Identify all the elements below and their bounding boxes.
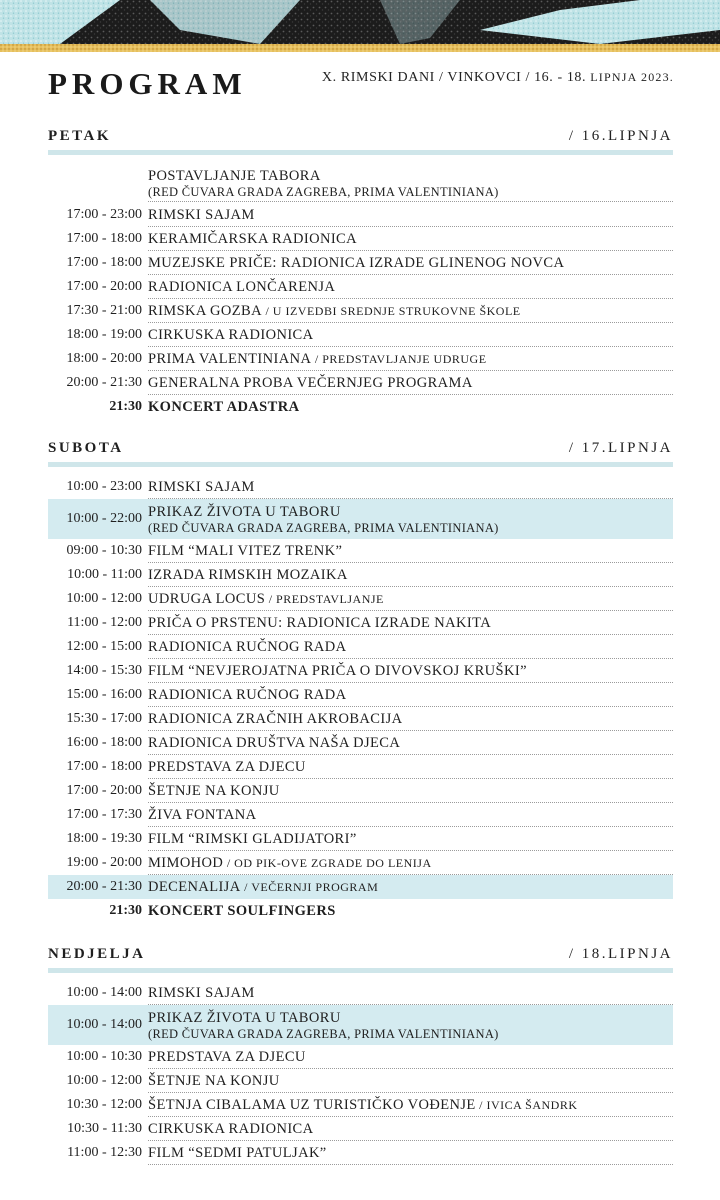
event-time: 10:00 - 22:00 bbox=[66, 511, 142, 526]
event-details bbox=[148, 588, 673, 611]
schedule-row bbox=[48, 683, 673, 707]
event-title: ŠETNJA CIBALAMA UZ TURISTIČKO VOĐENJE bbox=[148, 1096, 476, 1113]
event-title: PRIČA O PRSTENU: RADIONICA IZRADE NAKITA bbox=[148, 614, 492, 631]
event-note: / PREDSTAVLJANJE UDRUGE bbox=[311, 351, 487, 366]
event-list bbox=[48, 475, 673, 923]
event-time: 16:00 - 18:00 bbox=[66, 735, 142, 750]
event-title: RADIONICA ZRAČNIH AKROBACIJA bbox=[148, 710, 403, 727]
event-time: 10:00 - 12:00 bbox=[66, 1073, 142, 1088]
event-time: 10:00 - 11:00 bbox=[67, 567, 142, 582]
event-time: 21:30 bbox=[109, 399, 142, 414]
schedule-row bbox=[48, 851, 673, 875]
event-title: FILM “MALI VITEZ TRENK” bbox=[148, 542, 343, 559]
event-time: 20:00 - 21:30 bbox=[66, 879, 142, 894]
schedule-row bbox=[48, 731, 673, 755]
event-details bbox=[148, 324, 673, 347]
event-time: 18:00 - 19:00 bbox=[66, 327, 142, 342]
event-time: 19:00 - 20:00 bbox=[66, 855, 142, 870]
event-note: / VEČERNJI PROGRAM bbox=[240, 879, 379, 894]
schedule-row bbox=[48, 163, 673, 203]
schedule-row bbox=[48, 1005, 673, 1045]
event-participants: (RED ČUVARA GRADA ZAGREBA, PRIMA VALENTINIANA) bbox=[148, 1026, 499, 1041]
event-title: RADIONICA DRUŠTVA NAŠA DJECA bbox=[148, 734, 401, 751]
event-details bbox=[148, 1046, 673, 1069]
event-participants: (RED ČUVARA GRADA ZAGREBA, PRIMA VALENTINIANA) bbox=[148, 520, 499, 535]
day-header bbox=[48, 440, 673, 467]
event-details bbox=[148, 804, 673, 827]
event-time: 10:00 - 12:00 bbox=[66, 591, 142, 606]
event-time: 10:00 - 23:00 bbox=[66, 479, 142, 494]
event-name: X. RIMSKI DANI / VINKOVCI / 16. - 18. bbox=[321, 70, 587, 85]
event-details bbox=[148, 204, 673, 227]
event-time: 17:00 - 18:00 bbox=[66, 255, 142, 270]
header-banner-artwork bbox=[0, 0, 720, 52]
event-time: 10:30 - 12:00 bbox=[66, 1097, 142, 1112]
event-details bbox=[148, 1142, 673, 1165]
event-time: 17:00 - 18:00 bbox=[66, 759, 142, 774]
day-section-nedjelja bbox=[48, 946, 673, 1165]
schedule-row bbox=[48, 875, 673, 899]
event-time: 20:00 - 21:30 bbox=[66, 375, 142, 390]
event-details bbox=[148, 756, 673, 779]
event-details bbox=[148, 1118, 673, 1141]
event-time: 15:00 - 16:00 bbox=[66, 687, 142, 702]
schedule-row bbox=[48, 587, 673, 611]
schedule-row bbox=[48, 475, 673, 499]
event-time: 17:00 - 17:30 bbox=[66, 807, 142, 822]
event-details bbox=[148, 732, 673, 755]
schedule-row bbox=[48, 371, 673, 395]
event-title: CIRKUSKA RADIONICA bbox=[148, 1120, 314, 1137]
event-time: 10:00 - 14:00 bbox=[66, 985, 142, 1000]
event-time: 10:00 - 10:30 bbox=[66, 1049, 142, 1064]
event-title: ŽIVA FONTANA bbox=[148, 806, 257, 823]
event-details bbox=[148, 276, 673, 299]
day-date: / 17.LIPNJA bbox=[568, 440, 673, 456]
schedule-row bbox=[48, 899, 673, 923]
schedule-row bbox=[48, 1117, 673, 1141]
event-details bbox=[148, 636, 673, 659]
event-details bbox=[148, 372, 673, 395]
event-title: FILM “SEDMI PATULJAK” bbox=[148, 1144, 327, 1161]
event-time: 12:00 - 15:00 bbox=[66, 639, 142, 654]
schedule-row bbox=[48, 227, 673, 251]
event-details bbox=[148, 708, 673, 731]
schedule-row bbox=[48, 299, 673, 323]
event-time: 15:30 - 17:00 bbox=[66, 711, 142, 726]
event-note: / PREDSTAVLJANJE bbox=[265, 591, 384, 606]
schedule-row bbox=[48, 635, 673, 659]
schedule-row bbox=[48, 827, 673, 851]
event-title: RADIONICA RUČNOG RADA bbox=[148, 686, 347, 703]
event-time: 17:00 - 23:00 bbox=[66, 207, 142, 222]
schedule-row bbox=[48, 803, 673, 827]
event-details bbox=[148, 828, 673, 851]
schedule-row bbox=[48, 251, 673, 275]
event-time: 11:00 - 12:30 bbox=[67, 1145, 142, 1160]
event-note: / OD PIK-OVE ZGRADE DO LENIJA bbox=[223, 855, 432, 870]
event-details bbox=[148, 396, 673, 418]
event-title: PRIKAZ ŽIVOTA U TABORU bbox=[148, 503, 341, 520]
event-time: 09:00 - 10:30 bbox=[66, 543, 142, 558]
event-time: 17:00 - 20:00 bbox=[66, 783, 142, 798]
event-details bbox=[148, 476, 673, 499]
event-title: RADIONICA LONČARENJA bbox=[148, 278, 336, 295]
event-month-year: LIPNJA 2023. bbox=[590, 70, 674, 84]
event-time: 17:00 - 20:00 bbox=[66, 279, 142, 294]
event-details bbox=[148, 501, 673, 538]
event-details bbox=[148, 540, 673, 563]
event-title: PREDSTAVA ZA DJECU bbox=[148, 1048, 306, 1065]
event-note: / U IZVEDBI SREDNJE STRUKOVNE ŠKOLE bbox=[261, 303, 521, 318]
day-section-subota bbox=[48, 440, 673, 923]
schedule-row bbox=[48, 707, 673, 731]
event-title: PRIMA VALENTINIANA bbox=[148, 350, 312, 367]
event-details bbox=[148, 1007, 673, 1044]
page-title: PROGRAM bbox=[48, 66, 247, 101]
event-time: 11:00 - 12:00 bbox=[67, 615, 142, 630]
event-title: RIMSKI SAJAM bbox=[148, 984, 255, 1001]
schedule-row bbox=[48, 1093, 673, 1117]
event-time: 10:00 - 14:00 bbox=[66, 1017, 142, 1032]
event-title: UDRUGA LOCUS bbox=[148, 590, 266, 607]
day-date: / 18.LIPNJA bbox=[568, 946, 673, 962]
event-details bbox=[148, 660, 673, 683]
day-date: / 16.LIPNJA bbox=[568, 128, 673, 144]
event-time: 21:30 bbox=[109, 903, 142, 918]
event-title: CIRKUSKA RADIONICA bbox=[148, 326, 314, 343]
event-title: DECENALIJA bbox=[148, 878, 241, 895]
event-title: RIMSKA GOZBA bbox=[148, 302, 262, 319]
event-details bbox=[148, 300, 673, 323]
event-details bbox=[148, 900, 673, 922]
event-title: FILM “NEVJEROJATNA PRIČA O DIVOVSKOJ KRUŠKI” bbox=[148, 662, 527, 679]
event-title: KERAMIČARSKA RADIONICA bbox=[148, 230, 357, 247]
event-time: 17:30 - 21:00 bbox=[66, 303, 142, 318]
event-title: RIMSKI SAJAM bbox=[148, 478, 255, 495]
day-section-petak bbox=[48, 128, 673, 419]
event-details bbox=[148, 228, 673, 251]
event-details bbox=[148, 1070, 673, 1093]
schedule-row bbox=[48, 779, 673, 803]
schedule-row bbox=[48, 395, 673, 419]
event-time: 10:30 - 11:30 bbox=[67, 1121, 142, 1136]
day-name: SUBOTA bbox=[48, 440, 124, 456]
event-details bbox=[148, 876, 673, 899]
day-header bbox=[48, 946, 673, 973]
event-title: MUZEJSKE PRIČE: RADIONICA IZRADE GLINENOG NOVCA bbox=[148, 254, 565, 271]
schedule-row bbox=[48, 347, 673, 371]
program-header bbox=[48, 66, 674, 106]
event-participants: (RED ČUVARA GRADA ZAGREBA, PRIMA VALENTINIANA) bbox=[148, 184, 499, 199]
event-title: IZRADA RIMSKIH MOZAIKA bbox=[148, 566, 348, 583]
schedule-row bbox=[48, 659, 673, 683]
event-details bbox=[148, 780, 673, 803]
schedule-row bbox=[48, 1069, 673, 1093]
schedule-row bbox=[48, 275, 673, 299]
schedule-row bbox=[48, 539, 673, 563]
event-title: ŠETNJE NA KONJU bbox=[148, 782, 280, 799]
mosaic-pattern-icon bbox=[0, 0, 720, 52]
event-details bbox=[148, 982, 673, 1005]
event-list bbox=[48, 981, 673, 1165]
schedule-row bbox=[48, 981, 673, 1005]
event-details bbox=[148, 1094, 673, 1117]
event-details bbox=[148, 852, 673, 875]
event-list bbox=[48, 163, 673, 419]
day-name: PETAK bbox=[48, 128, 112, 144]
event-details bbox=[148, 165, 673, 202]
schedule-row bbox=[48, 563, 673, 587]
event-title: MIMOHOD bbox=[148, 854, 224, 871]
event-title: KONCERT SOULFINGERS bbox=[148, 903, 336, 919]
event-details bbox=[148, 348, 673, 371]
event-subtitle bbox=[322, 70, 674, 86]
day-name: NEDJELJA bbox=[48, 946, 146, 962]
event-title: ŠETNJE NA KONJU bbox=[148, 1072, 280, 1089]
event-title: PREDSTAVA ZA DJECU bbox=[148, 758, 306, 775]
event-time: 17:00 - 18:00 bbox=[66, 231, 142, 246]
schedule-row bbox=[48, 499, 673, 539]
event-title: PRIKAZ ŽIVOTA U TABORU bbox=[148, 1009, 341, 1026]
event-details bbox=[148, 684, 673, 707]
event-title: RADIONICA RUČNOG RADA bbox=[148, 638, 347, 655]
event-time: 18:00 - 20:00 bbox=[66, 351, 142, 366]
schedule-row bbox=[48, 611, 673, 635]
schedule-row bbox=[48, 1045, 673, 1069]
event-title: FILM “RIMSKI GLADIJATORI” bbox=[148, 830, 357, 847]
event-title: GENERALNA PROBA VEČERNJEG PROGRAMA bbox=[148, 374, 473, 391]
event-details bbox=[148, 564, 673, 587]
event-title: RIMSKI SAJAM bbox=[148, 206, 255, 223]
schedule-row bbox=[48, 1141, 673, 1165]
day-header bbox=[48, 128, 673, 155]
event-title: KONCERT ADASTRA bbox=[148, 399, 300, 415]
event-time: 14:00 - 15:30 bbox=[66, 663, 142, 678]
event-title: POSTAVLJANJE TABORA bbox=[148, 167, 321, 184]
event-details bbox=[148, 612, 673, 635]
event-time: 18:00 - 19:30 bbox=[66, 831, 142, 846]
schedule-row bbox=[48, 755, 673, 779]
event-details bbox=[148, 252, 673, 275]
schedule-row bbox=[48, 323, 673, 347]
event-note: / IVICA ŠANDRK bbox=[475, 1097, 578, 1112]
schedule-row bbox=[48, 203, 673, 227]
